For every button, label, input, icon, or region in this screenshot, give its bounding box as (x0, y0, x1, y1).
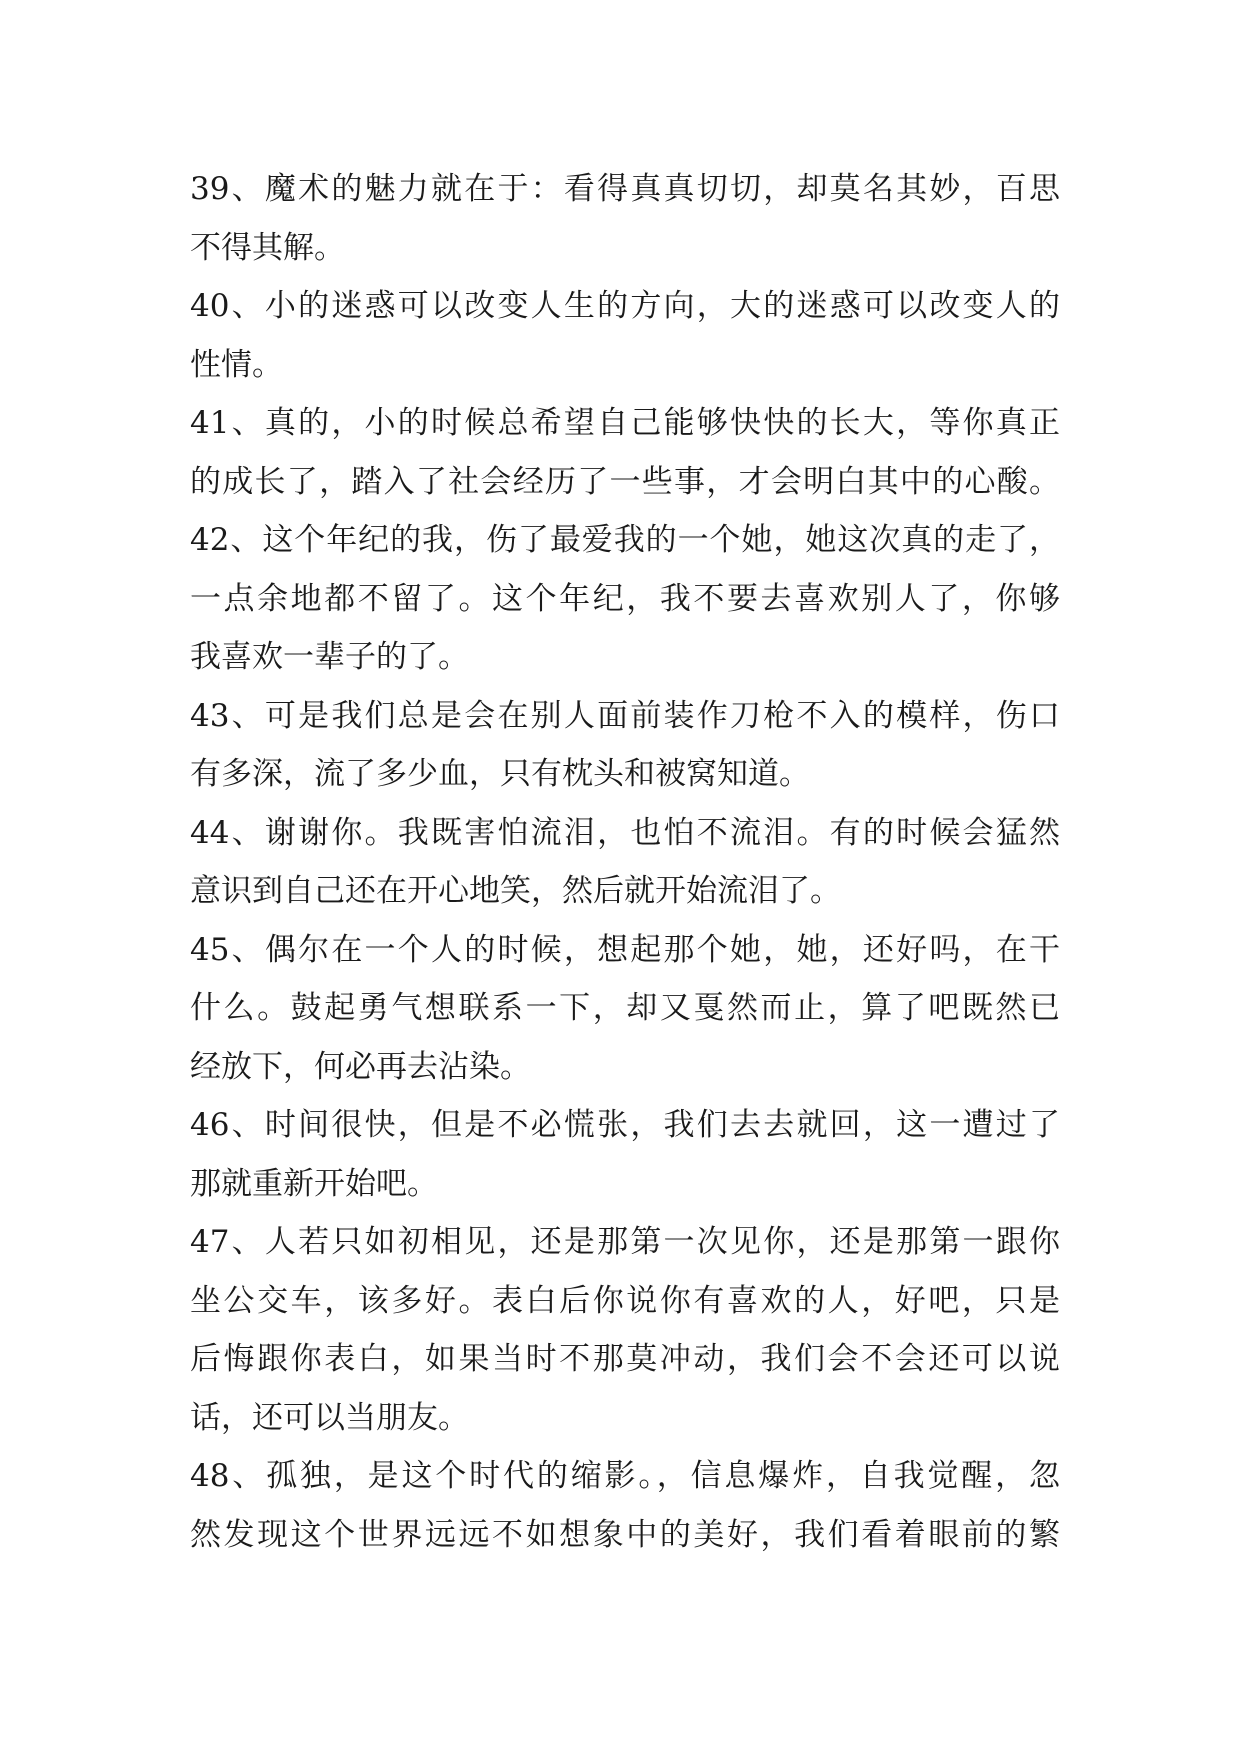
paragraph-line: 一点余地都不留了。这个年纪，我不要去喜欢别人了，你够 (190, 580, 1060, 617)
paragraph-43 (190, 687, 1060, 804)
paragraph-line: 39、魔术的魅力就在于：看得真真切切，却莫名其妙，百思 (190, 171, 1060, 207)
paragraph-line: 坐公交车，该多好。表白后你说你有喜欢的人，好吧，只是 (190, 1282, 1060, 1319)
paragraph-line: 什么。鼓起勇气想联系一下，却又戛然而止，算了吧既然已 (190, 990, 1060, 1026)
document-body (190, 160, 1060, 1564)
paragraph-41 (190, 394, 1060, 511)
paragraph-line: 经放下，何必再去沾染。 (190, 1048, 531, 1085)
paragraph-44 (190, 804, 1060, 921)
paragraph-line: 40、小的迷惑可以改变人生的方向，大的迷惑可以改变人的 (190, 288, 1060, 324)
paragraph-line: 后悔跟你表白，如果当时不那莫冲动，我们会不会还可以说 (190, 1341, 1060, 1377)
paragraph-line: 我喜欢一辈子的了。 (190, 639, 469, 675)
paragraph-46 (190, 1096, 1060, 1213)
paragraph-line: 42、这个年纪的我，伤了最爱我的一个她，她这次真的走了， (190, 522, 1060, 558)
paragraph-line: 意识到自己还在开心地笑，然后就开始流泪了。 (190, 873, 841, 909)
paragraph-line: 45、偶尔在一个人的时候，想起那个她，她，还好吗，在干 (190, 931, 1060, 968)
paragraph-line: 有多深，流了多少血，只有枕头和被窝知道。 (190, 756, 810, 792)
paragraph-40 (190, 277, 1060, 394)
paragraph-line: 43、可是我们总是会在别人面前装作刀枪不入的模样，伤口 (190, 697, 1060, 734)
paragraph-line: 的成长了，踏入了社会经历了一些事，才会明白其中的心酸。 (190, 463, 1060, 500)
paragraph-line: 话，还可以当朋友。 (190, 1399, 469, 1436)
paragraph-line: 41、真的，小的时候总希望自己能够快快的长大，等你真正 (190, 405, 1060, 441)
paragraph-42 (190, 511, 1060, 687)
paragraph-45 (190, 921, 1060, 1097)
paragraph-47 (190, 1213, 1060, 1447)
paragraph-line: 然发现这个世界远远不如想象中的美好，我们看着眼前的繁 (190, 1516, 1060, 1553)
paragraph-line: 性情。 (190, 346, 283, 383)
paragraph-line: 44、谢谢你。我既害怕流泪，也怕不流泪。有的时候会猛然 (190, 814, 1060, 851)
paragraph-line: 46、时间很快，但是不必慌张，我们去去就回，这一遭过了 (190, 1107, 1060, 1143)
paragraph-line: 47、人若只如初相见，还是那第一次见你，还是那第一跟你 (190, 1224, 1060, 1260)
paragraph-line: 48、孤独，是这个时代的缩影。，信息爆炸，自我觉醒，忽 (190, 1458, 1060, 1494)
paragraph-line: 那就重新开始吧。 (190, 1165, 438, 1202)
paragraph-48 (190, 1447, 1060, 1564)
paragraph-39 (190, 160, 1060, 277)
paragraph-line: 不得其解。 (190, 229, 345, 266)
